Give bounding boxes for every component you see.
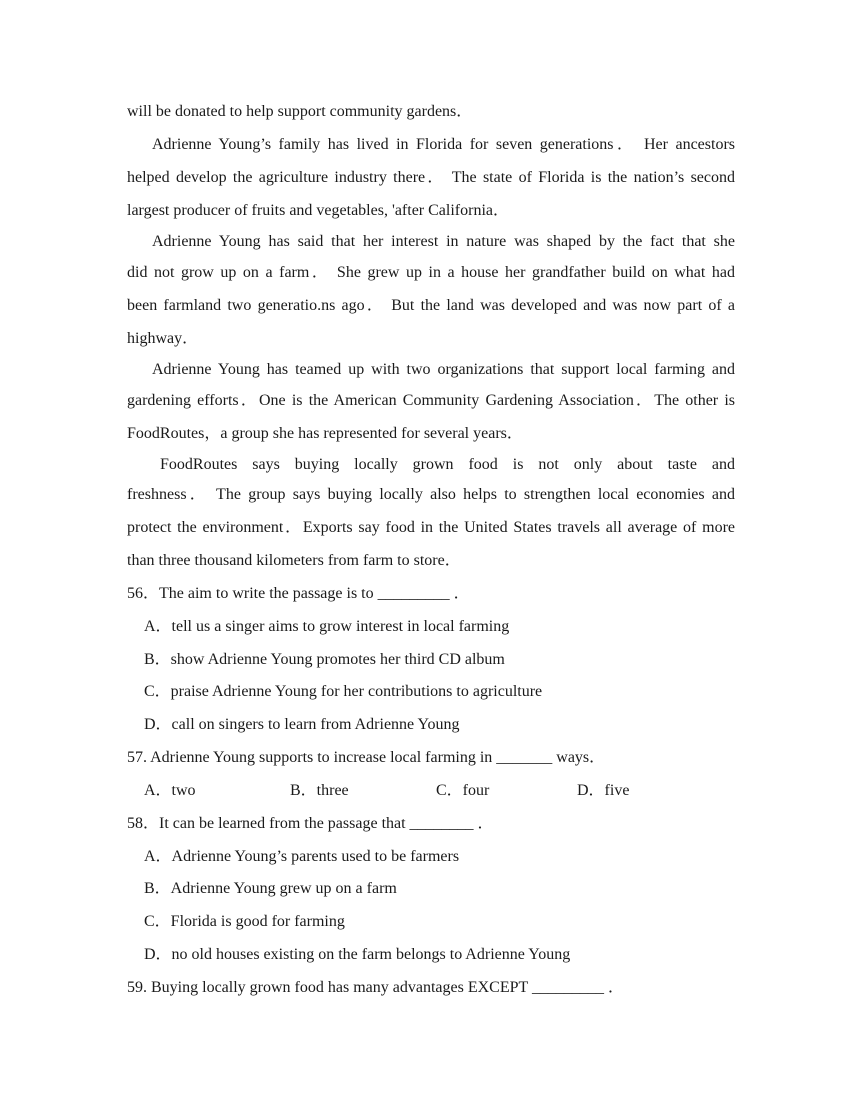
option-b[interactable]: B．Adrienne Young grew up on a farm (144, 880, 397, 897)
question-stem: 59. Buying locally grown food has many advantages EXCEPT _________ ． (127, 979, 624, 996)
question-stem: 58．It can be learned from the passage that ________ ． (127, 815, 494, 832)
passage-line: Adrienne Young has said that her interest in nature was shaped by the fact that she (152, 233, 735, 250)
passage-line: been farmland two generatio.ns ago． But the land was developed and was now part of a (127, 297, 735, 314)
option-d[interactable]: D．five (577, 782, 630, 799)
passage-line: Adrienne Young has teamed up with two organizations that support local farming and (152, 361, 735, 378)
option-b[interactable]: B．three (290, 782, 349, 799)
passage-line: gardening efforts．One is the American Community Gardening Association．The other is (127, 392, 735, 409)
question-stem: 57. Adrienne Young supports to increase local farming in _______ ways． (127, 749, 606, 766)
passage-line: than three thousand kilometers from farm to store． (127, 552, 461, 569)
option-c[interactable]: C．Florida is good for farming (144, 913, 345, 930)
passage-line: did not grow up on a farm． She grew up in a house her grandfather build on what had (127, 264, 735, 281)
option-a[interactable]: A．tell us a singer aims to grow interest in local farming (144, 618, 510, 635)
passage-line: will be donated to help support community gardens． (127, 103, 473, 120)
option-a[interactable]: A．Adrienne Young’s parents used to be farmers (144, 848, 460, 865)
question-stem: 56．The aim to write the passage is to _________ ． (127, 585, 470, 602)
option-a[interactable]: A．two (144, 782, 196, 799)
option-d[interactable]: D．call on singers to learn from Adrienne Young (144, 716, 460, 733)
option-b[interactable]: B．show Adrienne Young promotes her third CD album (144, 651, 505, 668)
option-c[interactable]: C．praise Adrienne Young for her contributions to agriculture (144, 683, 543, 700)
passage-line: FoodRoutes says buying locally grown food is not only about taste and (160, 456, 735, 473)
passage-line: freshness． The group says buying locally also helps to strengthen local economies and (127, 486, 735, 503)
option-c[interactable]: C．four (436, 782, 490, 799)
option-d[interactable]: D．no old houses existing on the farm belongs to Adrienne Young (144, 946, 571, 963)
passage-line: largest producer of fruits and vegetables, 'after California． (127, 202, 510, 219)
passage-line: helped develop the agriculture industry there． The state of Florida is the nation’s second (127, 169, 736, 186)
passage-line: Adrienne Young’s family has lived in Florida for seven generations． Her ancestors (152, 136, 735, 153)
passage-line: FoodRoutes，a group she has represented for several years． (127, 425, 523, 442)
passage-line: highway． (127, 330, 199, 347)
passage-line: protect the environment．Exports say food in the United States travels all average of more (127, 519, 735, 536)
